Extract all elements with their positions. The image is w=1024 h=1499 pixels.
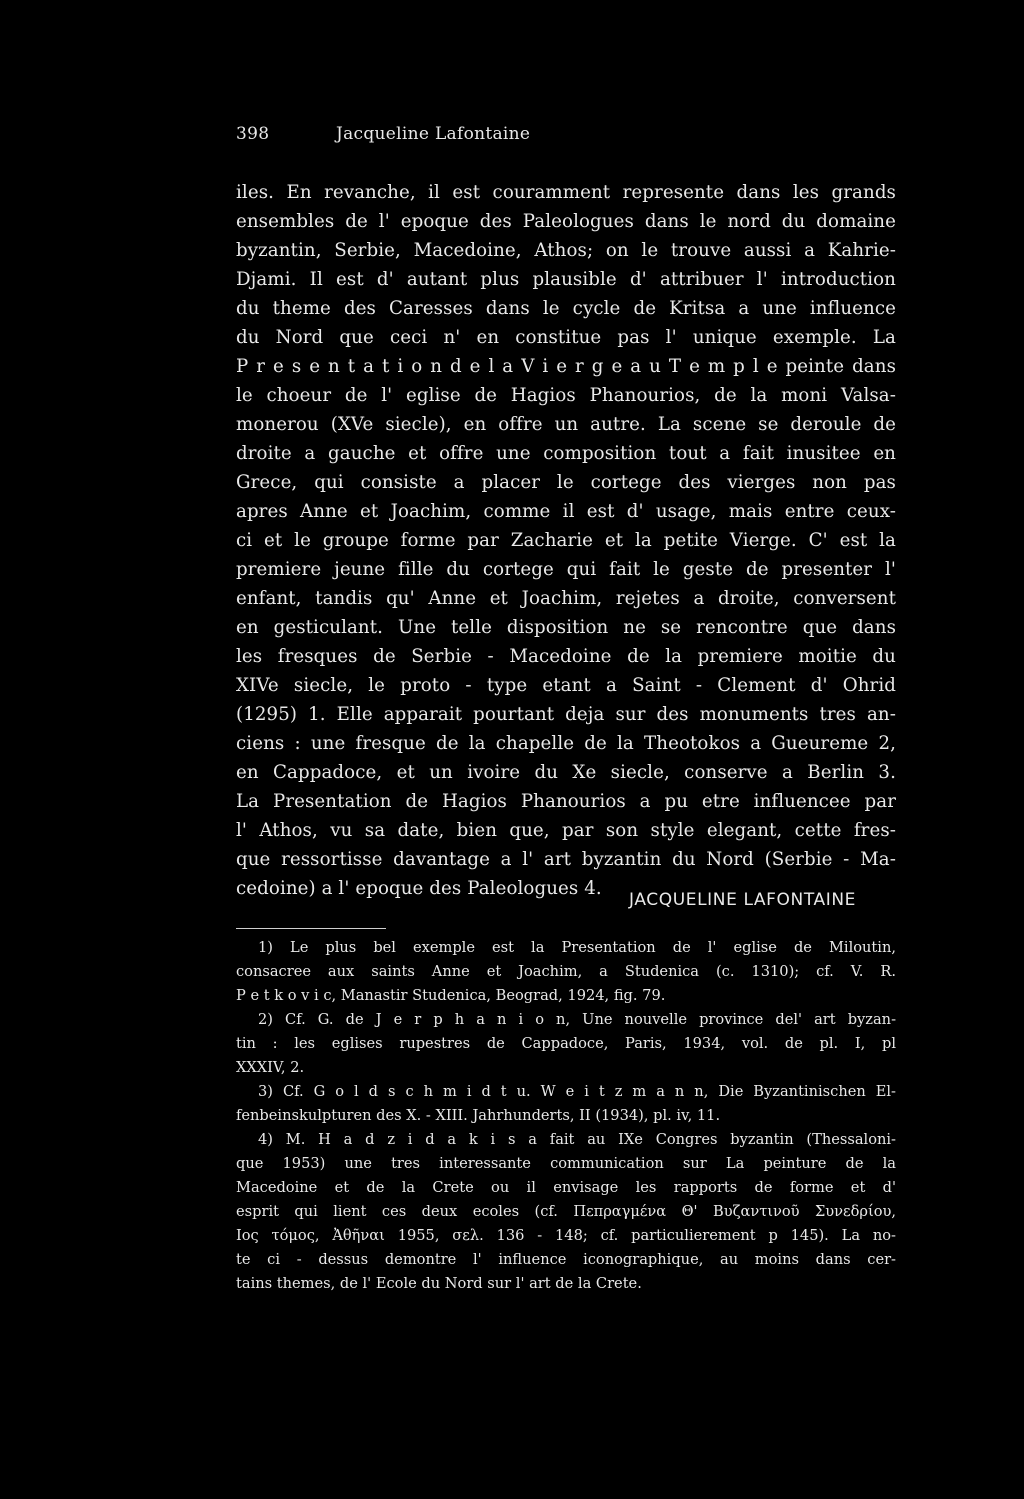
footnote-line: Macedoine et de la Crete ou il envisage les rapports de forme et d' <box>236 1179 896 1196</box>
footnote-rule <box>236 928 386 929</box>
body-line: P r e s e n t a t i o n d e l a V i e r g e a u T e m p l e peinte dans <box>236 356 896 377</box>
footnote-line: consacree aux saints Anne et Joachim, a Studenica (c. 1310); cf. V. R. <box>236 963 896 980</box>
footnote-line: que 1953) une tres interessante communication sur La peinture de la <box>236 1155 896 1172</box>
body-line: le choeur de l' eglise de Hagios Phanourios, de la moni Valsa- <box>236 385 896 406</box>
footnotes <box>236 936 896 1296</box>
body-line: Grece, qui consiste a placer le cortege des vierges non pas <box>236 472 896 493</box>
footnote-line: te ci - dessus demontre l' influence iconographique, au moins dans cer- <box>236 1251 896 1268</box>
body-line: ci et le groupe forme par Zacharie et la petite Vierge. C' est la <box>236 530 896 551</box>
body-line: Djami. Il est d' autant plus plausible d' attribuer l' introduction <box>236 269 896 290</box>
body-line: monerou (XVe siecle), en offre un autre. La scene se deroule de <box>236 414 896 435</box>
footnote-line: 3) Cf. G o l d s c h m i d t u. W e i t z m a n n, Die Byzantinischen El- <box>258 1083 896 1100</box>
footnote-line: P e t k o v i c, Manastir Studenica, Beograd, 1924, fig. 79. <box>236 987 666 1004</box>
footnote-line: tains themes, de l' Ecole du Nord sur l' art de la Crete. <box>236 1275 642 1292</box>
body-line: les fresques de Serbie - Macedoine de la premiere moitie du <box>236 646 896 667</box>
body-line: apres Anne et Joachim, comme il est d' usage, mais entre ceux- <box>236 501 896 522</box>
running-head: Jacqueline Lafontaine <box>336 124 531 144</box>
body-line: en gesticulant. Une telle disposition ne se rencontre que dans <box>236 617 896 638</box>
body-line: du theme des Caresses dans le cycle de Kritsa a une influence <box>236 298 896 319</box>
body-line: (1295) 1. Elle apparait pourtant deja sur des monuments tres an- <box>236 704 896 725</box>
body-line: l' Athos, vu sa date, bien que, par son style elegant, cette fres- <box>236 820 896 841</box>
body-line: enfant, tandis qu' Anne et Joachim, rejetes a droite, conversent <box>236 588 896 609</box>
body-line: cedoine) a l' epoque des Paleologues 4. <box>236 878 602 899</box>
footnote-line: esprit qui lient ces deux ecoles (cf. Πεπραγμένα Θ' Βυζαντινοῦ Συνεδρίου, <box>236 1203 896 1220</box>
footnote-line: 4) M. H a d z i d a k i s a fait au IXe Congres byzantin (Thessaloni- <box>258 1131 896 1148</box>
body-line: en Cappadoce, et un ivoire du Xe siecle, conserve a Berlin 3. <box>236 762 896 783</box>
footnote-line: 1) Le plus bel exemple est la Presentation de l' eglise de Miloutin, <box>258 939 896 956</box>
body-text <box>236 178 896 903</box>
footnote-line: 2) Cf. G. de J e r p h a n i o n, Une nouvelle province del' art byzan- <box>258 1011 896 1028</box>
footnote-line: fenbeinskulpturen des X. - XIII. Jahrhunderts, II (1934), pl. iv, 11. <box>236 1107 721 1124</box>
body-line: ciens : une fresque de la chapelle de la Theotokos a Gueureme 2, <box>236 733 896 754</box>
footnote-line: XXXIV, 2. <box>236 1059 305 1076</box>
footnote-line: Ιος τόμος, Ἀθῆναι 1955, σελ. 136 - 148; cf. particulierement p 145). La no- <box>236 1227 896 1244</box>
body-line: iles. En revanche, il est couramment represente dans les grands <box>236 182 896 203</box>
page-number: 398 <box>236 124 270 144</box>
body-line: XIVe siecle, le proto - type etant a Saint - Clement d' Ohrid <box>236 675 896 696</box>
page-header <box>236 124 530 144</box>
footnote-line: tin : les eglises rupestres de Cappadoce, Paris, 1934, vol. de pl. I, pl <box>236 1035 896 1052</box>
body-line: byzantin, Serbie, Macedoine, Athos; on le trouve aussi a Kahrie- <box>236 240 896 261</box>
body-line: droite a gauche et offre une composition tout a fait inusitee en <box>236 443 896 464</box>
body-line: La Presentation de Hagios Phanourios a pu etre influencee par <box>236 791 896 812</box>
body-line: premiere jeune fille du cortege qui fait le geste de presenter l' <box>236 559 896 580</box>
body-line: ensembles de l' epoque des Paleologues dans le nord du domaine <box>236 211 896 232</box>
author-signature: JACQUELINE LAFONTAINE <box>629 890 856 910</box>
body-line: du Nord que ceci n' en constitue pas l' unique exemple. La <box>236 327 896 348</box>
body-line: que ressortisse davantage a l' art byzantin du Nord (Serbie - Ma- <box>236 849 896 870</box>
